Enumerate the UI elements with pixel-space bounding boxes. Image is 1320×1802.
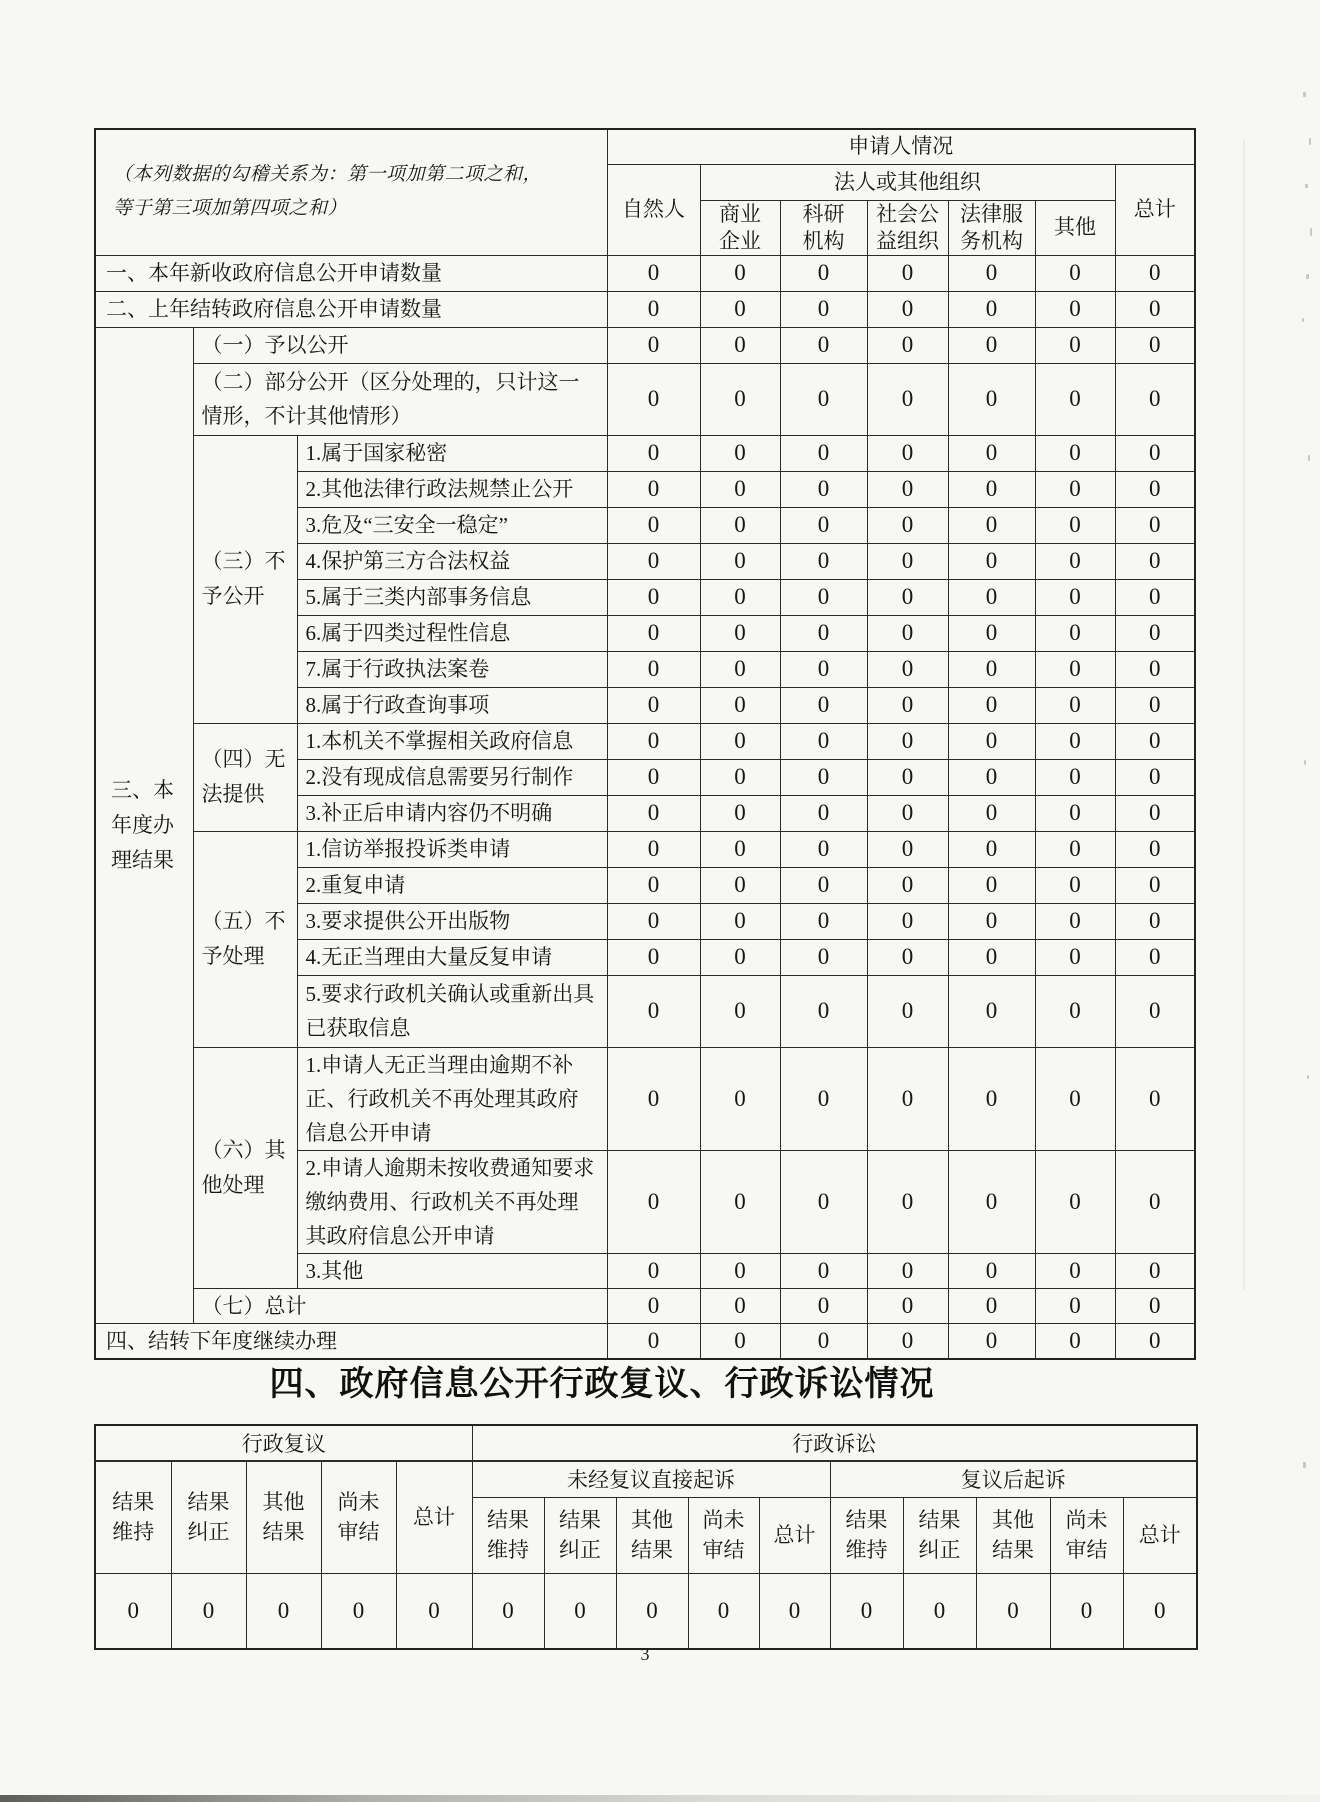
row-label: 3.要求提供公开出版物 <box>297 903 607 939</box>
value-cell: 0 <box>948 255 1035 291</box>
col-header-result-upheld: 结果维持 <box>95 1461 171 1573</box>
row-label: 8.属于行政查询事项 <box>297 687 607 723</box>
value-cell: 0 <box>948 1047 1035 1150</box>
value-cell: 0 <box>1035 903 1115 939</box>
value-cell: 0 <box>1115 1150 1195 1253</box>
value-cell: 0 <box>607 291 700 327</box>
value-cell: 0 <box>700 543 780 579</box>
value-cell: 0 <box>1115 939 1195 975</box>
value-cell: 0 <box>607 471 700 507</box>
value-cell: 0 <box>867 1323 948 1359</box>
value-cell: 0 <box>1035 1323 1115 1359</box>
value-cell: 0 <box>700 831 780 867</box>
row-label: 3.补正后申请内容仍不明确 <box>297 795 607 831</box>
value-cell: 0 <box>948 831 1035 867</box>
value-cell: 0 <box>700 579 780 615</box>
value-cell: 0 <box>780 903 867 939</box>
value-cell: 0 <box>830 1573 903 1649</box>
scan-artifact <box>1307 1075 1309 1079</box>
value-cell: 0 <box>948 795 1035 831</box>
value-cell: 0 <box>607 795 700 831</box>
row-label: 4.无正当理由大量反复申请 <box>297 939 607 975</box>
row-label: （二）部分公开（区分处理的，只计这一情形，不计其他情形） <box>193 363 607 435</box>
value-cell: 0 <box>700 867 780 903</box>
value-cell: 0 <box>867 939 948 975</box>
value-cell: 0 <box>1115 579 1195 615</box>
value-cell: 0 <box>1035 291 1115 327</box>
group-label-not-processed: （五）不予处理 <box>193 831 297 1047</box>
value-cell: 0 <box>948 1323 1035 1359</box>
value-cell: 0 <box>1035 1047 1115 1150</box>
value-cell: 0 <box>1035 1150 1115 1253</box>
value-cell: 0 <box>948 291 1035 327</box>
value-cell: 0 <box>867 831 948 867</box>
value-cell: 0 <box>1115 903 1195 939</box>
value-cell: 0 <box>616 1573 688 1649</box>
row-label: 2.其他法律行政法规禁止公开 <box>297 471 607 507</box>
value-cell: 0 <box>1115 327 1195 363</box>
value-cell: 0 <box>607 507 700 543</box>
reconciliation-note <box>95 129 607 255</box>
value-cell: 0 <box>780 255 867 291</box>
col-header-commercial: 商业企业 <box>700 200 780 255</box>
value-cell: 0 <box>1035 687 1115 723</box>
value-cell: 0 <box>948 687 1035 723</box>
value-cell: 0 <box>780 543 867 579</box>
value-cell: 0 <box>759 1573 830 1649</box>
value-cell: 0 <box>867 1288 948 1323</box>
suit-after-review-header: 复议后起诉 <box>830 1461 1197 1497</box>
row-label: 7.属于行政执法案卷 <box>297 651 607 687</box>
value-cell: 0 <box>780 723 867 759</box>
col-header-other-result: 其他结果 <box>976 1497 1050 1573</box>
value-cell: 0 <box>1035 795 1115 831</box>
value-cell: 0 <box>607 867 700 903</box>
value-cell: 0 <box>1035 831 1115 867</box>
note-line-2: 等于第三项加第四项之和） <box>113 198 348 220</box>
value-cell: 0 <box>780 687 867 723</box>
value-cell: 0 <box>903 1573 976 1649</box>
value-cell: 0 <box>1115 507 1195 543</box>
value-cell: 0 <box>780 939 867 975</box>
value-cell: 0 <box>867 975 948 1047</box>
scan-artifact <box>1309 138 1311 145</box>
col-header-result-corrected: 结果纠正 <box>544 1497 616 1573</box>
value-cell: 0 <box>780 1150 867 1253</box>
value-cell: 0 <box>1115 759 1195 795</box>
row-label: 一、本年新收政府信息公开申请数量 <box>95 255 607 291</box>
col-header-result-upheld: 结果维持 <box>472 1497 544 1573</box>
value-cell: 0 <box>1035 615 1115 651</box>
value-cell: 0 <box>700 1288 780 1323</box>
value-cell: 0 <box>780 615 867 651</box>
value-cell: 0 <box>948 651 1035 687</box>
admin-review-header: 行政复议 <box>95 1425 472 1461</box>
value-cell: 0 <box>700 255 780 291</box>
value-cell: 0 <box>780 363 867 435</box>
review-litigation-table <box>94 1424 1198 1650</box>
value-cell: 0 <box>867 795 948 831</box>
value-cell: 0 <box>948 1288 1035 1323</box>
value-cell: 0 <box>867 579 948 615</box>
value-cell: 0 <box>321 1573 396 1649</box>
value-cell: 0 <box>1115 435 1195 471</box>
value-cell: 0 <box>95 1573 171 1649</box>
value-cell: 0 <box>607 1323 700 1359</box>
scan-artifact <box>1243 140 1245 1290</box>
value-cell: 0 <box>1035 435 1115 471</box>
value-cell: 0 <box>867 723 948 759</box>
section-title: 四、政府信息公开行政复议、行政诉讼情况 <box>269 1365 935 1403</box>
row-label: （一）予以公开 <box>193 327 607 363</box>
value-cell: 0 <box>700 1253 780 1288</box>
value-cell: 0 <box>700 651 780 687</box>
row-label: 3.其他 <box>297 1253 607 1288</box>
value-cell: 0 <box>1115 1047 1195 1150</box>
scan-artifact <box>1308 455 1310 461</box>
value-cell: 0 <box>948 363 1035 435</box>
row-label: 四、结转下年度继续办理 <box>95 1323 607 1359</box>
value-cell: 0 <box>867 903 948 939</box>
value-cell: 0 <box>472 1573 544 1649</box>
value-cell: 0 <box>867 867 948 903</box>
col-header-total: 总计 <box>1123 1497 1197 1573</box>
value-cell: 0 <box>1035 543 1115 579</box>
applications-table <box>94 128 1196 1360</box>
value-cell: 0 <box>688 1573 759 1649</box>
value-cell: 0 <box>976 1573 1050 1649</box>
col-header-natural-person: 自然人 <box>607 164 700 255</box>
group-label-annual-results: 三、本年度办理结果 <box>95 327 193 1323</box>
value-cell: 0 <box>1115 687 1195 723</box>
value-cell: 0 <box>700 615 780 651</box>
value-cell: 0 <box>867 615 948 651</box>
value-cell: 0 <box>780 795 867 831</box>
value-cell: 0 <box>780 759 867 795</box>
value-cell: 0 <box>780 1288 867 1323</box>
row-label: 2.没有现成信息需要另行制作 <box>297 759 607 795</box>
col-header-other: 其他 <box>1035 200 1115 255</box>
value-cell: 0 <box>1035 471 1115 507</box>
scan-artifact <box>1306 274 1309 279</box>
value-cell: 0 <box>780 975 867 1047</box>
value-cell: 0 <box>1115 1253 1195 1288</box>
value-cell: 0 <box>867 1150 948 1253</box>
row-label: 6.属于四类过程性信息 <box>297 615 607 651</box>
row-label: 2.申请人逾期未按收费通知要求缴纳费用、行政机关不再处理其政府信息公开申请 <box>297 1150 607 1253</box>
value-cell: 0 <box>867 435 948 471</box>
row-label: （七）总计 <box>193 1288 607 1323</box>
legal-org-header: 法人或其他组织 <box>700 164 1115 200</box>
value-cell: 0 <box>780 1323 867 1359</box>
value-cell: 0 <box>867 687 948 723</box>
value-cell: 0 <box>700 291 780 327</box>
value-cell: 0 <box>700 1323 780 1359</box>
value-cell: 0 <box>948 543 1035 579</box>
value-cell: 0 <box>700 327 780 363</box>
row-label: 二、上年结转政府信息公开申请数量 <box>95 291 607 327</box>
value-cell: 0 <box>607 939 700 975</box>
value-cell: 0 <box>607 1253 700 1288</box>
value-cell: 0 <box>607 1047 700 1150</box>
value-cell: 0 <box>1115 543 1195 579</box>
col-header-result-corrected: 结果纠正 <box>171 1461 246 1573</box>
value-cell: 0 <box>396 1573 472 1649</box>
col-header-research: 科研机构 <box>780 200 867 255</box>
value-cell: 0 <box>171 1573 246 1649</box>
value-cell: 0 <box>1035 1253 1115 1288</box>
value-cell: 0 <box>1035 867 1115 903</box>
row-label: 1.属于国家秘密 <box>297 435 607 471</box>
col-header-legal-service: 法律服务机构 <box>948 200 1035 255</box>
value-cell: 0 <box>948 903 1035 939</box>
value-cell: 0 <box>544 1573 616 1649</box>
value-cell: 0 <box>700 939 780 975</box>
value-cell: 0 <box>1035 651 1115 687</box>
scan-artifact <box>1305 184 1308 188</box>
value-cell: 0 <box>867 507 948 543</box>
value-cell: 0 <box>1035 255 1115 291</box>
scan-artifact <box>1304 760 1306 765</box>
value-cell: 0 <box>867 1253 948 1288</box>
col-header-total: 总计 <box>1115 164 1195 255</box>
direct-suit-header: 未经复议直接起诉 <box>472 1461 830 1497</box>
value-cell: 0 <box>867 327 948 363</box>
col-header-total: 总计 <box>396 1461 472 1573</box>
value-cell: 0 <box>1115 795 1195 831</box>
row-label: 5.要求行政机关确认或重新出具已获取信息 <box>297 975 607 1047</box>
applicant-situation-header: 申请人情况 <box>607 129 1195 164</box>
col-header-result-corrected: 结果纠正 <box>903 1497 976 1573</box>
value-cell: 0 <box>867 363 948 435</box>
col-header-other-result: 其他结果 <box>246 1461 321 1573</box>
row-label: 5.属于三类内部事务信息 <box>297 579 607 615</box>
value-cell: 0 <box>780 435 867 471</box>
value-cell: 0 <box>948 1253 1035 1288</box>
value-cell: 0 <box>607 723 700 759</box>
value-cell: 0 <box>607 327 700 363</box>
admin-litigation-header: 行政诉讼 <box>472 1425 1197 1461</box>
value-cell: 0 <box>607 1150 700 1253</box>
scan-artifact <box>1310 228 1312 236</box>
value-cell: 0 <box>948 471 1035 507</box>
value-cell: 0 <box>1115 615 1195 651</box>
value-cell: 0 <box>867 759 948 795</box>
value-cell: 0 <box>780 1253 867 1288</box>
value-cell: 0 <box>607 543 700 579</box>
col-header-pending: 尚未审结 <box>321 1461 396 1573</box>
value-cell: 0 <box>1050 1573 1123 1649</box>
value-cell: 0 <box>1035 759 1115 795</box>
value-cell: 0 <box>780 507 867 543</box>
value-cell: 0 <box>948 867 1035 903</box>
value-cell: 0 <box>607 255 700 291</box>
col-header-total: 总计 <box>759 1497 830 1573</box>
value-cell: 0 <box>948 507 1035 543</box>
value-cell: 0 <box>607 615 700 651</box>
value-cell: 0 <box>1115 291 1195 327</box>
value-cell: 0 <box>700 363 780 435</box>
value-cell: 0 <box>700 903 780 939</box>
value-cell: 0 <box>948 327 1035 363</box>
value-cell: 0 <box>607 831 700 867</box>
col-header-pending: 尚未审结 <box>1050 1497 1123 1573</box>
value-cell: 0 <box>780 327 867 363</box>
value-cell: 0 <box>607 1288 700 1323</box>
value-cell: 0 <box>1035 723 1115 759</box>
value-cell: 0 <box>607 687 700 723</box>
col-header-result-upheld: 结果维持 <box>830 1497 903 1573</box>
value-cell: 0 <box>1035 1288 1115 1323</box>
value-cell: 0 <box>867 651 948 687</box>
value-cell: 0 <box>948 975 1035 1047</box>
value-cell: 0 <box>700 759 780 795</box>
value-cell: 0 <box>700 1150 780 1253</box>
value-cell: 0 <box>700 507 780 543</box>
value-cell: 0 <box>1115 255 1195 291</box>
value-cell: 0 <box>1115 363 1195 435</box>
row-label: 1.本机关不掌握相关政府信息 <box>297 723 607 759</box>
value-cell: 0 <box>867 291 948 327</box>
value-cell: 0 <box>1035 363 1115 435</box>
col-header-other-result: 其他结果 <box>616 1497 688 1573</box>
value-cell: 0 <box>948 723 1035 759</box>
value-cell: 0 <box>1035 507 1115 543</box>
value-cell: 0 <box>948 435 1035 471</box>
col-header-public-welfare: 社会公益组织 <box>867 200 948 255</box>
row-label: 4.保护第三方合法权益 <box>297 543 607 579</box>
value-cell: 0 <box>1115 975 1195 1047</box>
value-cell: 0 <box>780 651 867 687</box>
value-cell: 0 <box>607 435 700 471</box>
value-cell: 0 <box>607 903 700 939</box>
value-cell: 0 <box>867 1047 948 1150</box>
value-cell: 0 <box>867 543 948 579</box>
scan-artifact <box>0 1795 1320 1802</box>
value-cell: 0 <box>948 615 1035 651</box>
value-cell: 0 <box>1035 939 1115 975</box>
row-label: 3.危及“三安全一稳定” <box>297 507 607 543</box>
scan-artifact <box>1303 1462 1306 1468</box>
value-cell: 0 <box>780 867 867 903</box>
row-label: 2.重复申请 <box>297 867 607 903</box>
value-cell: 0 <box>780 471 867 507</box>
value-cell: 0 <box>1115 831 1195 867</box>
value-cell: 0 <box>607 363 700 435</box>
page-number: 3 <box>640 1644 650 1664</box>
value-cell: 0 <box>1035 579 1115 615</box>
value-cell: 0 <box>700 687 780 723</box>
value-cell: 0 <box>948 939 1035 975</box>
value-cell: 0 <box>607 579 700 615</box>
value-cell: 0 <box>1035 327 1115 363</box>
value-cell: 0 <box>948 1150 1035 1253</box>
value-cell: 0 <box>780 579 867 615</box>
value-cell: 0 <box>780 831 867 867</box>
col-header-pending: 尚未审结 <box>688 1497 759 1573</box>
value-cell: 0 <box>1115 1288 1195 1323</box>
value-cell: 0 <box>1115 723 1195 759</box>
value-cell: 0 <box>700 795 780 831</box>
row-label: 1.申请人无正当理由逾期不补正、行政机关不再处理其政府信息公开申请 <box>297 1047 607 1150</box>
value-cell: 0 <box>1123 1573 1197 1649</box>
value-cell: 0 <box>246 1573 321 1649</box>
value-cell: 0 <box>780 1047 867 1150</box>
value-cell: 0 <box>780 291 867 327</box>
value-cell: 0 <box>700 975 780 1047</box>
value-cell: 0 <box>948 579 1035 615</box>
value-cell: 0 <box>700 1047 780 1150</box>
value-cell: 0 <box>948 759 1035 795</box>
value-cell: 0 <box>700 471 780 507</box>
value-cell: 0 <box>1035 975 1115 1047</box>
scan-artifact <box>1303 92 1306 97</box>
group-label-not-disclosed: （三）不予公开 <box>193 435 297 723</box>
value-cell: 0 <box>607 651 700 687</box>
row-label: 1.信访举报投诉类申请 <box>297 831 607 867</box>
value-cell: 0 <box>1115 651 1195 687</box>
value-cell: 0 <box>1115 867 1195 903</box>
scan-artifact <box>1302 318 1304 322</box>
value-cell: 0 <box>1115 1323 1195 1359</box>
note-line-1: （本列数据的勾稽关系为：第一项加第二项之和， <box>113 164 543 186</box>
value-cell: 0 <box>867 255 948 291</box>
value-cell: 0 <box>607 759 700 795</box>
value-cell: 0 <box>700 723 780 759</box>
group-label-unable-provide: （四）无法提供 <box>193 723 297 831</box>
value-cell: 0 <box>867 471 948 507</box>
value-cell: 0 <box>607 975 700 1047</box>
value-cell: 0 <box>700 435 780 471</box>
value-cell: 0 <box>1115 471 1195 507</box>
group-label-other-handling: （六）其他处理 <box>193 1047 297 1288</box>
